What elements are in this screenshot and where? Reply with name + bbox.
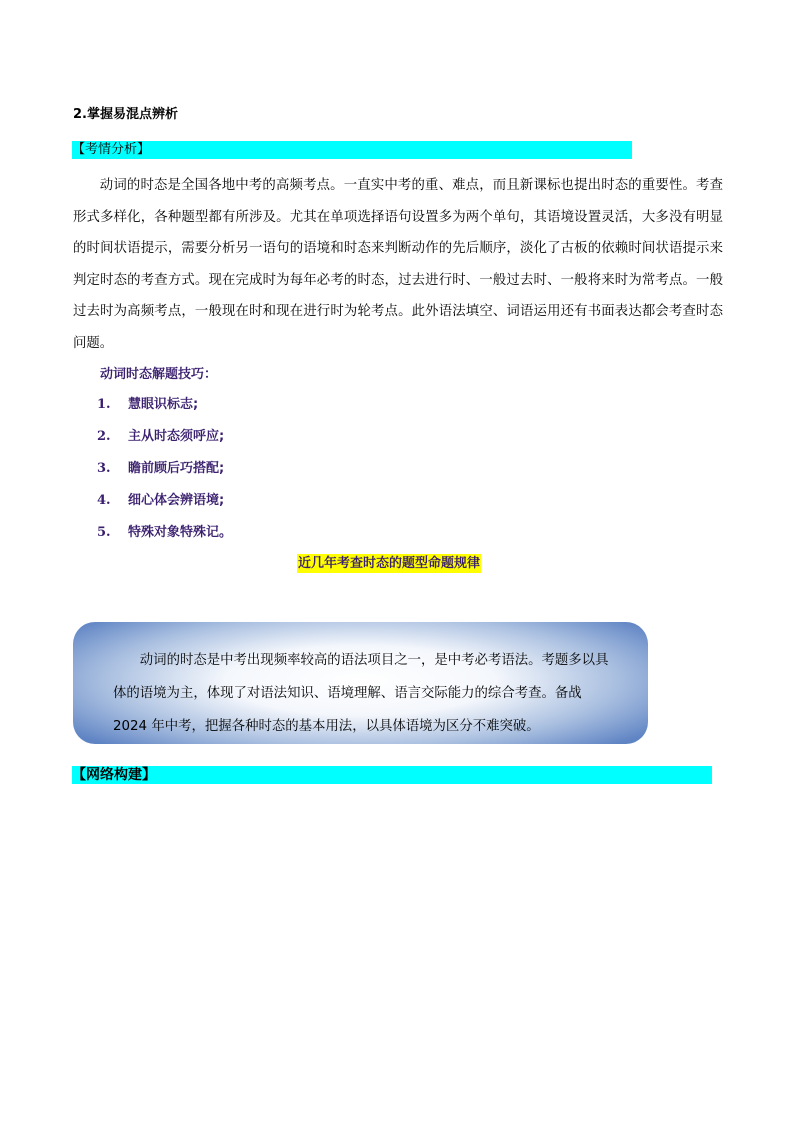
analysis-header: 【考情分析】 xyxy=(72,142,151,157)
list-item xyxy=(97,425,232,457)
rule-title: 近几年考查时态的题型命题规律 xyxy=(298,556,481,571)
network-header: 【网络构建】 xyxy=(72,767,156,783)
tip-number: 5. xyxy=(97,525,111,540)
tip-number: 1. xyxy=(97,397,111,412)
network-header-bar xyxy=(72,766,712,784)
list-item xyxy=(97,393,232,425)
tip-text: 主从时态须呼应; xyxy=(128,429,225,444)
summary-text: 动词的时态是中考出现频率较高的语法项目之一，是中考必考语法。考题多以具体的语境为主，体现了对语法知识、语境理解、语言交际能力的综合考查。备战 2024 年中考，把握各种时态的基本用法，以具体语境为区分不难突破。 xyxy=(113,653,609,734)
summary-box xyxy=(73,622,648,744)
analysis-header-bar xyxy=(72,141,632,159)
tip-text: 细心体会辨语境; xyxy=(128,493,225,508)
tip-text: 慧眼识标志; xyxy=(128,397,199,412)
list-item xyxy=(97,457,232,489)
tip-number: 3. xyxy=(97,461,111,476)
tip-text: 瞻前顾后巧搭配; xyxy=(128,461,225,476)
list-item xyxy=(97,521,232,553)
tips-title: 动词时态解题技巧： xyxy=(100,367,218,382)
section-title: 2.掌握易混点辨析 xyxy=(73,107,178,122)
analysis-paragraph: 动词的时态是全国各地中考的高频考点。一直实中考的重、难点，而且新课标也提出时态的重要性。考查形式多样化，各种题型都有所涉及。尤其在单项选择语句设置多为两个单句，其语境设置灵活，大多没有明显的时间状语提示，需要分析另一语句的语境和时态来判断动作的先后顺序，淡化了古板的依赖时间状语提示来判定时态的考查方式。现在完成时为每年必考的时态，过去进行时、一般过去时、一般将来时为常考点。一般过去时为高频考点，一般现在时和现在进行时为轮考点。此外语法填空、词语运用还有书面表达都会考查时态问题。 xyxy=(73,178,723,351)
tips-list xyxy=(97,393,232,553)
tip-number: 4. xyxy=(97,493,111,508)
list-item xyxy=(97,489,232,521)
tip-number: 2. xyxy=(97,429,111,444)
tip-text: 特殊对象特殊记。 xyxy=(128,525,233,540)
